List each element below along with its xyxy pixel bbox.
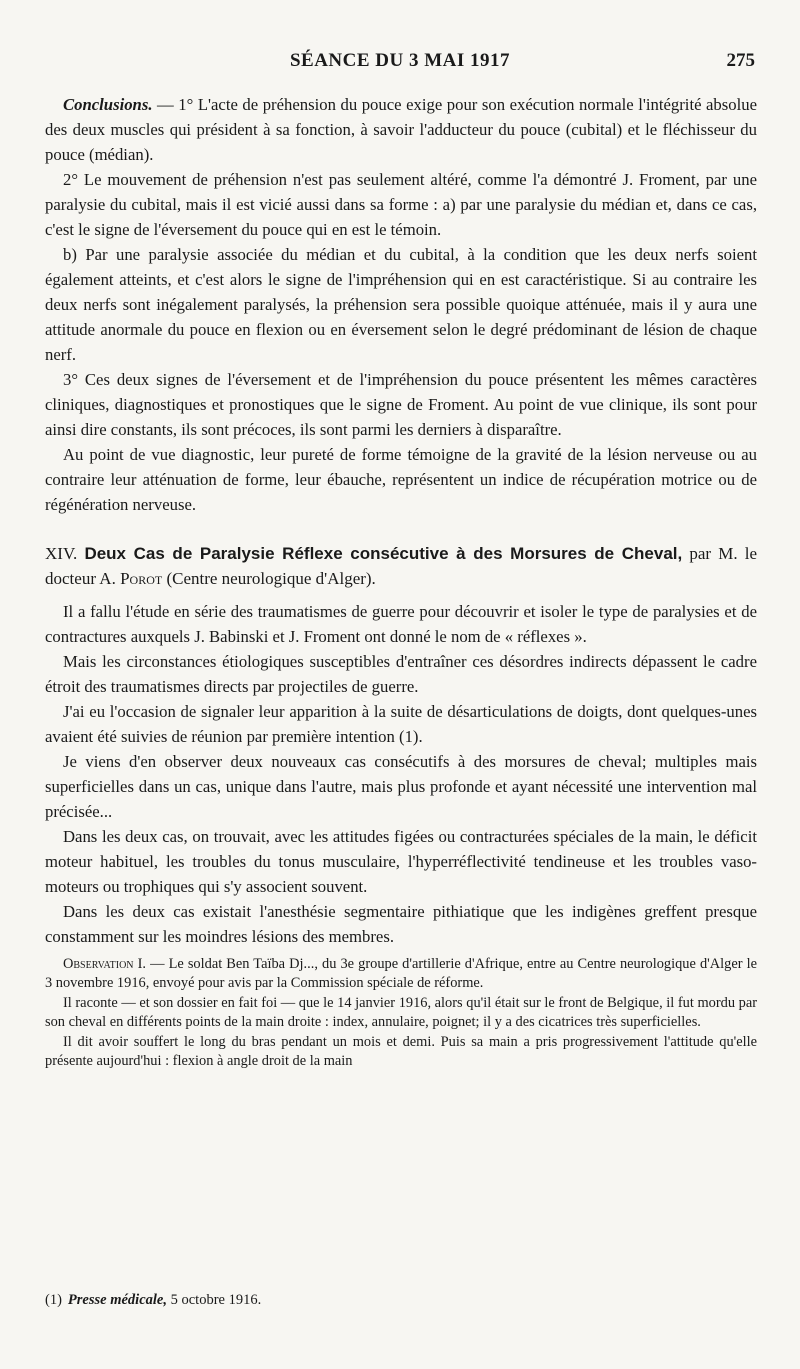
body-paragraph-1: Il a fallu l'étude en série des traumatismes de guerre pour découvrir et isoler le type de paralysies et de contractures auxquels J. Babinski et J. Froment ont donné le nom de « réflexes ».	[45, 602, 757, 646]
body-paragraph-4: Je viens d'en observer deux nouveaux cas consécutifs à des morsures de cheval; multiples mais superficielles dans un cas, unique dans l'autre, mais plus profonde et ayant nécessité une intervention mal précisée...	[45, 752, 757, 821]
section-author-name: Porot	[120, 569, 163, 588]
observation-paragraph-1	[45, 955, 757, 994]
observation-paragraph-2: Il raconte — et son dossier en fait foi — que le 14 janvier 1916, alors qu'il était sur le front de Belgique, il fut mordu par son cheval en différents points de la main droite : index, annulaire, poignet; il y a des cicatrices très superficielles.	[45, 994, 757, 1031]
conclusion-paragraph-2: 2° Le mouvement de préhension n'est pas seulement altéré, comme l'a démontré J. Froment, par une paralysie du cubital, mais il est vicié aussi dans sa forme : a) par une paralysie du médian et, dans ce cas, c'est le signe de l'éversement du pouce qui en est le témoin.	[45, 170, 757, 239]
page-header	[45, 48, 755, 78]
footnote-ref: (1)	[45, 1292, 62, 1308]
observation-block	[45, 955, 757, 1071]
main-text	[45, 92, 757, 1071]
page-number: 275	[726, 50, 755, 71]
conclusions-lead: Conclusions.	[63, 95, 153, 114]
running-title: SÉANCE DU 3 MAI 1917	[289, 50, 511, 71]
conclusion-paragraph-3: b) Par une paralysie associée du médian et du cubital, à la condition que les deux nerfs soient également atteints, et c'est alors le signe de l'impréhension qui en est caractéristique. Si au contraire les deux nerfs sont inégalement paralysés, la préhension sera possible quoique atténuée, mais il y aura une attitude anormale du pouce en flexion ou en éversement selon le degré prédominant de lésion de chaque nerf.	[45, 245, 757, 364]
section-author-prefix: par M. le docteur A.	[45, 544, 758, 588]
body-paragraph-6: Dans les deux cas existait l'anesthésie segmentaire pithiatique que les indigènes greffent presque constamment sur les moindres lésions des membres.	[45, 902, 757, 946]
conclusion-paragraph-5: Au point de vue diagnostic, leur pureté de forme témoigne de la gravité de la lésion nerveuse ou au contraire leur atténuation de forme, leur ébauche, représentent un indice de récupération motrice ou de régénération nerveuse.	[45, 445, 757, 514]
body-paragraph-5: Dans les deux cas, on trouvait, avec les attitudes figées ou contracturées spéciales de la main, le déficit moteur habituel, les troubles du tonus musculaire, l'hyperréflectivité tendineuse et les troubles vaso-moteurs ou trophiques qui s'y associent souvent.	[45, 827, 757, 896]
section-heading	[45, 541, 757, 591]
observation-1-text: — Le soldat Ben Taïba Dj..., du 3e groupe d'artillerie d'Afrique, entre au Centre neurologique d'Alger le 3 novembre 1916, envoyé pour avis par la Commission spéciale de réforme.	[45, 956, 757, 992]
observation-label: Observation I.	[63, 956, 147, 972]
footnote-date: 5 octobre 1916.	[166, 1292, 262, 1308]
footnote	[45, 1290, 757, 1310]
body-paragraph-2: Mais les circonstances étiologiques susceptibles d'entraîner ces désordres indirects dépassent le cadre étroit des traumatismes directs par projectiles de guerre.	[45, 652, 757, 696]
conclusion-paragraph-1	[45, 92, 757, 167]
section-affiliation: (Centre neurologique d'Alger).	[162, 569, 376, 588]
section-numeral: XIV.	[45, 544, 78, 563]
conclusion-paragraph-4: 3° Ces deux signes de l'éversement et de l'impréhension du pouce présentent les mêmes caractères cliniques, diagnostiques et pronostiques que le signe de Froment. Au point de vue clinique, ils sont pour ainsi dire constants, ils sont précoces, ils sont parmi les derniers à disparaître.	[45, 370, 757, 439]
observation-paragraph-3: Il dit avoir souffert le long du bras pendant un mois et demi. Puis sa main a pris progressivement l'attitude qu'elle présente aujourd'hui : flexion à angle droit de la main	[45, 1033, 757, 1070]
body-paragraph-3: J'ai eu l'occasion de signaler leur apparition à la suite de désarticulations de doigts, dont quelques-unes avaient été suivies de réunion par première intention (1).	[45, 702, 757, 746]
section-title: Deux Cas de Paralysie Réflexe consécutive à des Morsures de Cheval,	[84, 544, 683, 563]
conclusion-1-text: — 1° L'acte de préhension du pouce exige pour son exécution normale l'intégrité absolue des deux muscles qui président à sa fonction, à savoir l'adducteur du pouce (cubital) et le fléchisseur du pouce (médian).	[45, 95, 757, 164]
footnote-source: Presse médicale,	[67, 1292, 167, 1308]
